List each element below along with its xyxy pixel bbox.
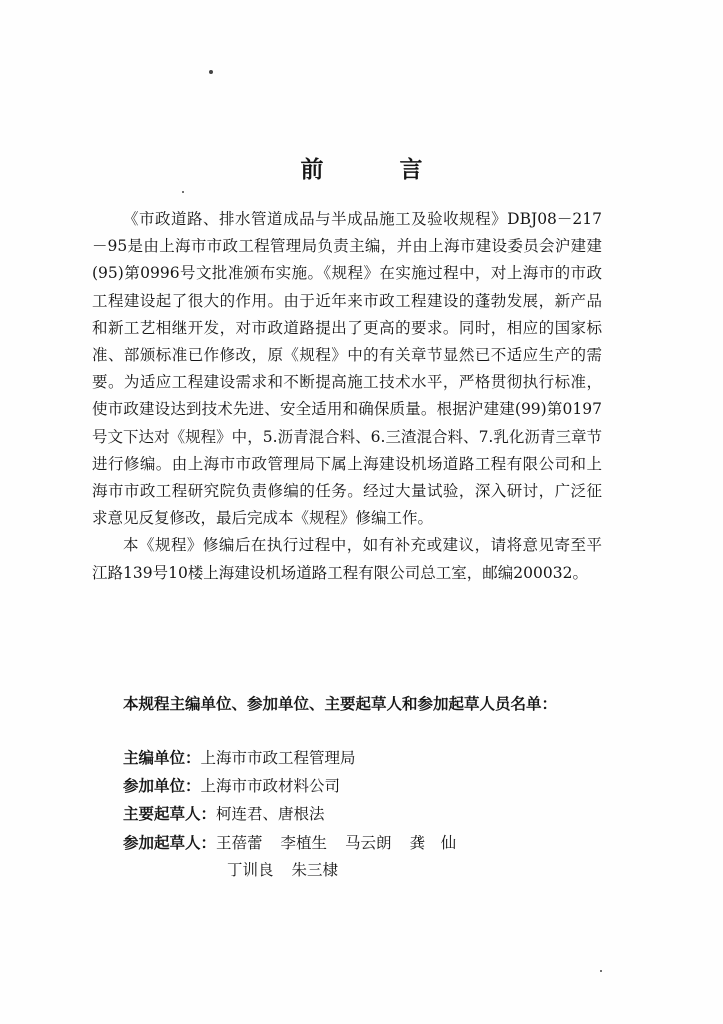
credit-other-drafters	[123, 829, 474, 857]
credits-heading: 本规程主编单位、参加单位、主要起草人和参加起草人员名单：	[123, 694, 558, 713]
scan-speck	[600, 970, 602, 972]
drafter-name: 王蓓蕾	[216, 833, 263, 852]
credit-other-drafters-continued	[123, 857, 474, 884]
credit-label: 主要起草人：	[123, 804, 217, 824]
drafter-name: 龚 仙	[409, 833, 457, 852]
credit-value: 上海市市政材料公司	[200, 777, 341, 796]
credit-label: 参加起草人：	[123, 832, 217, 852]
page-title: 前 言	[300, 156, 457, 183]
credit-value: 上海市市政工程管理局	[200, 749, 356, 767]
credit-label: 参加单位：	[123, 776, 201, 796]
credit-main-drafters	[123, 800, 474, 828]
drafter-name: 马云朗	[345, 833, 392, 852]
preface-paragraph-2: 本《规程》修编后在执行过程中，如有补充或建议，请将意见寄至平江路139号10楼上海建设机场道路工程有限公司总工室，邮编200032。	[92, 536, 602, 582]
drafter-name: 李植生	[280, 833, 328, 852]
preface-paragraph-1: 《市政道路、排水管道成品与半成品施工及验收规程》DBJ08－217－95是由上海市市政工程管理局负责主编，并由上海市建设委员会沪建建(95)第0996号文批准颁布实施。《规程》在实施过程中，对上海市的市政工程建设起了很大的作用。由于近年来市政工程建设的蓬勃发展，新产品和新工艺相继开发，对市政道路提出了更高的要求。同时，相应的国家标准、部颁标准已作修改，原《规程》中的有关章节显然已不适应生产的需要。为适应工程建设需求和不断提高施工技术水平，严格贯彻执行标准，使市政建设达到技术先进、安全适用和确保质量。根据沪建建(99)第0197号文下达对《规程》中，5.沥青混合料、6.三渣混合料、7.乳化沥青三章节进行修编。由上海市市政管理局下属上海建设机场道路工程有限公司和上海市市政工程研究院负责修编的任务。经过大量试验，深入研讨，广泛征求意见反复修改，最后完成本《规程》修编工作。	[92, 210, 602, 528]
preface-body	[92, 206, 602, 587]
credit-value: 柯连君、唐根法	[216, 805, 325, 824]
scan-speck	[182, 191, 184, 193]
scan-speck	[209, 70, 213, 74]
drafter-name: 朱三棣	[291, 860, 339, 879]
credit-chief-unit	[123, 744, 474, 772]
drafter-name: 丁训良	[227, 860, 274, 879]
credit-label: 主编单位：	[123, 748, 201, 767]
credit-participant-unit	[123, 772, 474, 800]
credits-list	[123, 744, 474, 884]
